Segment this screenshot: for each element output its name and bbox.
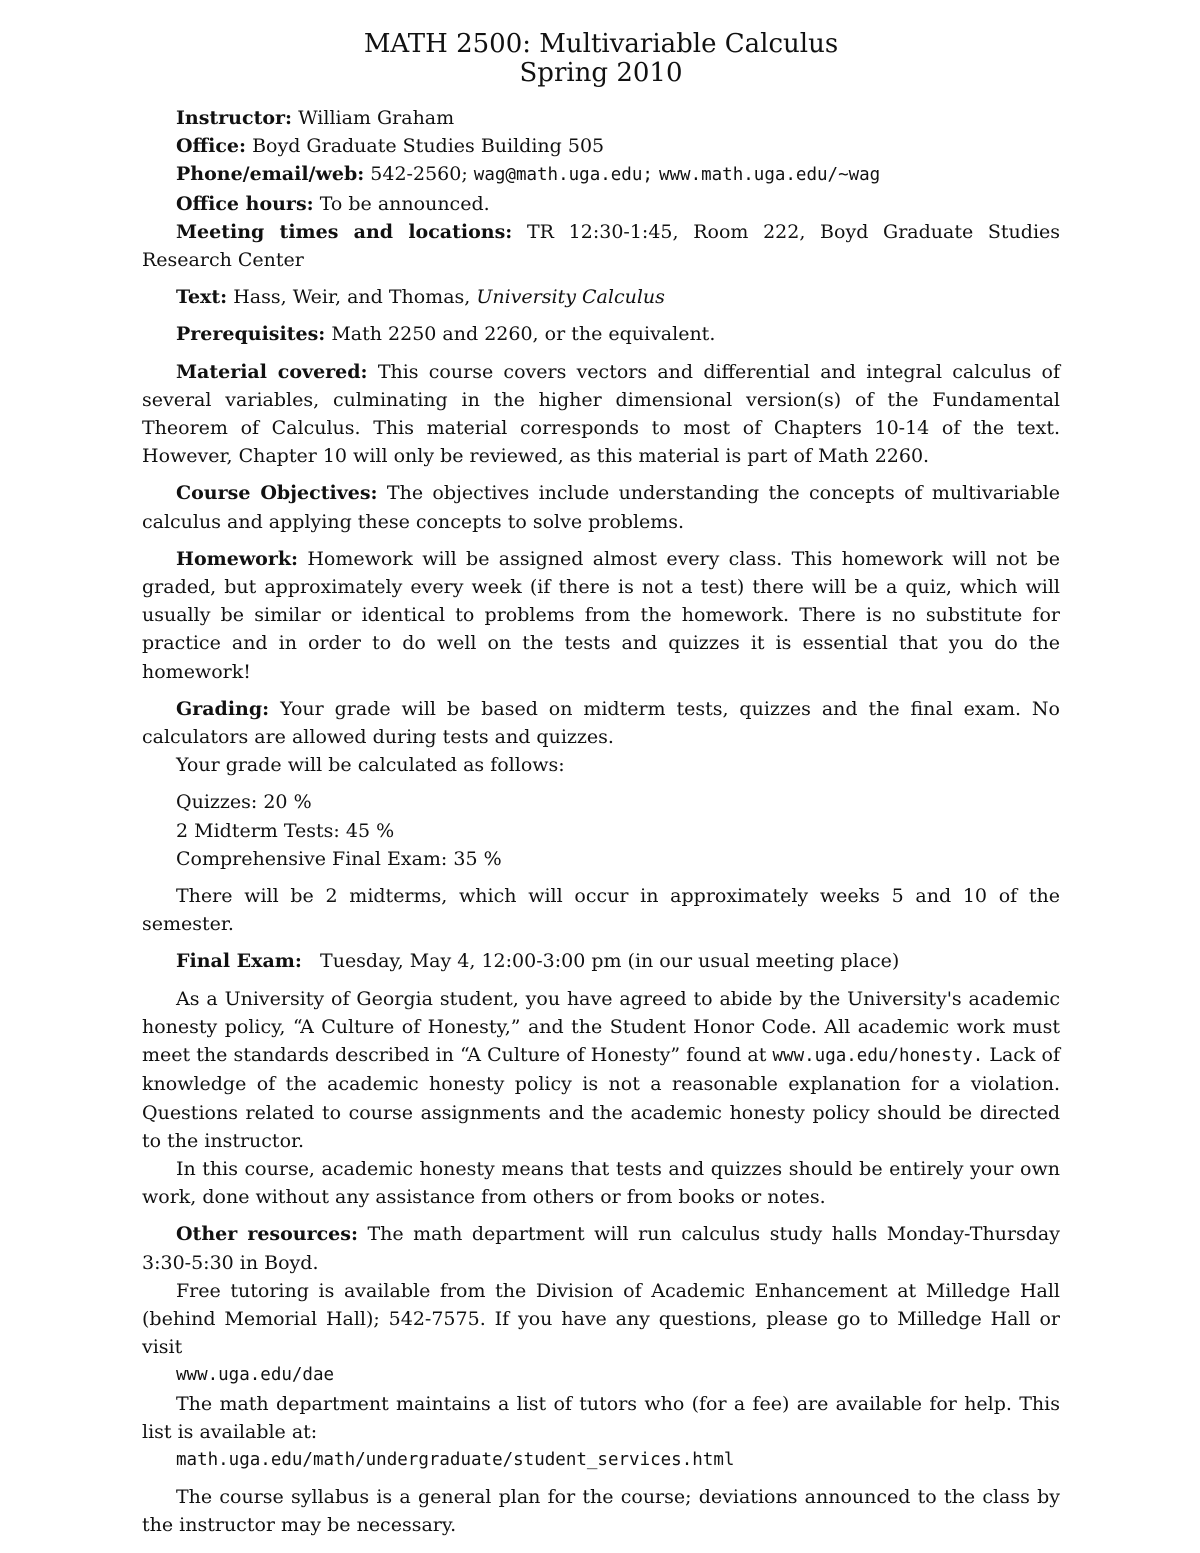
resources-paragraph bbox=[142, 1220, 1060, 1276]
instructor-label: Instructor: bbox=[176, 107, 293, 129]
grade-item-quizzes: Quizzes: 20 % bbox=[176, 791, 312, 814]
grade-item-final: Comprehensive Final Exam: 35 % bbox=[176, 847, 502, 870]
objectives-label: Course Objectives: bbox=[176, 482, 378, 505]
text-book: University Calculus bbox=[476, 286, 665, 309]
resources-text: The math department will run calculus study halls Monday-Thursday 3:30-5:30 in Boyd. bbox=[142, 1223, 1060, 1274]
website-link[interactable]: www.math.uga.edu/~wag bbox=[658, 165, 881, 186]
instructor-line bbox=[142, 104, 1060, 132]
meeting-line bbox=[142, 218, 1060, 274]
syllabus-page bbox=[142, 30, 1060, 1540]
honesty-link[interactable]: www.uga.edu/honesty. bbox=[772, 1046, 984, 1067]
material-label: Material covered: bbox=[176, 360, 368, 383]
meeting-details: TR 12:30-1:45, Room 222, Boyd Graduate Studies Research Center bbox=[142, 220, 1061, 272]
grading-text: Your grade will be based on midterm tests, quizzes and the final exam. No calculators are allowed during tests and quizzes. bbox=[142, 697, 1060, 749]
final-exam-line bbox=[142, 947, 1060, 975]
material-paragraph bbox=[142, 358, 1060, 471]
objectives-text: The objectives include understanding the concepts of multivariable calculus and applying these concepts to solve problems. bbox=[142, 482, 1060, 533]
honesty-text: As a University of Georgia student, you have agreed to abide by the University's academic honesty policy, “A Culture of Honesty,” and the Student Honor Code. All academic work must meet the standards described in “A Culture of Honesty” found at bbox=[142, 987, 1060, 1067]
grading-paragraph bbox=[142, 695, 1060, 751]
grade-breakdown bbox=[142, 788, 1060, 873]
resources-label: Other resources: bbox=[176, 1223, 358, 1246]
office-label: Office: bbox=[176, 135, 247, 158]
text-line bbox=[142, 283, 1060, 311]
prerequisites-line bbox=[142, 320, 1060, 348]
text-authors: Hass, Weir, and Thomas, bbox=[233, 286, 471, 309]
grading-intro: Your grade will be calculated as follows: bbox=[176, 754, 565, 777]
dae-link[interactable]: www.uga.edu/dae bbox=[176, 1365, 335, 1386]
office-hours-label: Office hours: bbox=[176, 192, 314, 215]
final-exam-details: Tuesday, May 4, 12:00-3:00 pm (in our usual meeting place) bbox=[320, 950, 900, 973]
instructor-name: William Graham bbox=[298, 107, 455, 129]
contact-line bbox=[142, 160, 1060, 189]
prerequisites-label: Prerequisites: bbox=[176, 323, 326, 346]
tutors-link[interactable]: math.uga.edu/math/undergraduate/student_services.html bbox=[176, 1449, 735, 1470]
office-hours: To be announced. bbox=[319, 192, 490, 215]
material-text: This course covers vectors and differential and integral calculus of several variables, culminating in the higher dimensional version(s) of the Fundamental Theorem of Calculus. This material corresponds to most of Chapters 10-14 of the text. However, Chapter 10 will only be reviewed, as this material is part of Math 2260. bbox=[142, 360, 1060, 468]
honesty-text-2: Lack of knowledge of the academic honesty policy is not a reasonable explanation for a violation. Questions related to course assignments and the academic honesty policy should be directed to the instructor. bbox=[142, 1044, 1061, 1152]
office-line bbox=[142, 132, 1060, 160]
grading-label: Grading: bbox=[176, 697, 270, 720]
prerequisites-text: Math 2250 and 2260, or the equivalent. bbox=[331, 323, 716, 346]
semester: Spring 2010 bbox=[519, 58, 683, 88]
grade-item-midterms: 2 Midterm Tests: 45 % bbox=[176, 819, 395, 842]
homework-label: Homework: bbox=[176, 547, 299, 570]
final-exam-label: Final Exam: bbox=[176, 950, 302, 973]
tutoring-paragraph: Free tutoring is available from the Division of Academic Enhancement at Milledge Hall (behind Memorial Hall); 542-7575. If you have any questions, please go to Milledge Hall or visit bbox=[142, 1279, 1060, 1359]
contact-label: Phone/email/web: bbox=[176, 163, 365, 186]
tutors-paragraph: The math department maintains a list of tutors who (for a fee) are available for help. This list is available at: bbox=[142, 1392, 1060, 1443]
office-hours-line bbox=[142, 190, 1060, 218]
objectives-paragraph bbox=[142, 479, 1060, 535]
meeting-label: Meeting times and locations: bbox=[176, 220, 513, 243]
office-location: Boyd Graduate Studies Building 505 bbox=[252, 135, 605, 158]
midterms-note: There will be 2 midterms, which will occur in approximately weeks 5 and 10 of the semester. bbox=[142, 885, 1060, 936]
course-title: MATH 2500: Multivariable Calculus bbox=[363, 29, 839, 59]
honesty-paragraph-2: In this course, academic honesty means that tests and quizzes should be entirely your own work, done without any assistance from others or from books or notes. bbox=[142, 1157, 1060, 1209]
phone: 542-2560; bbox=[370, 163, 468, 186]
closing-paragraph: The course syllabus is a general plan for the course; deviations announced to the class by the instructor may be necessary. bbox=[142, 1486, 1060, 1537]
homework-paragraph bbox=[142, 545, 1060, 686]
honesty-paragraph bbox=[142, 985, 1060, 1155]
text-label: Text: bbox=[176, 286, 228, 309]
homework-text: Homework will be assigned almost every class. This homework will not be graded, but approximately every week (if there is not a test) there will be a quiz, which will usually be similar or identical to problems from the homework. There is no substitute for practice and in order to do well on the tests and quizzes it is essential that you do the homework! bbox=[142, 547, 1060, 683]
email-link[interactable]: wag@math.uga.edu; bbox=[473, 165, 653, 186]
